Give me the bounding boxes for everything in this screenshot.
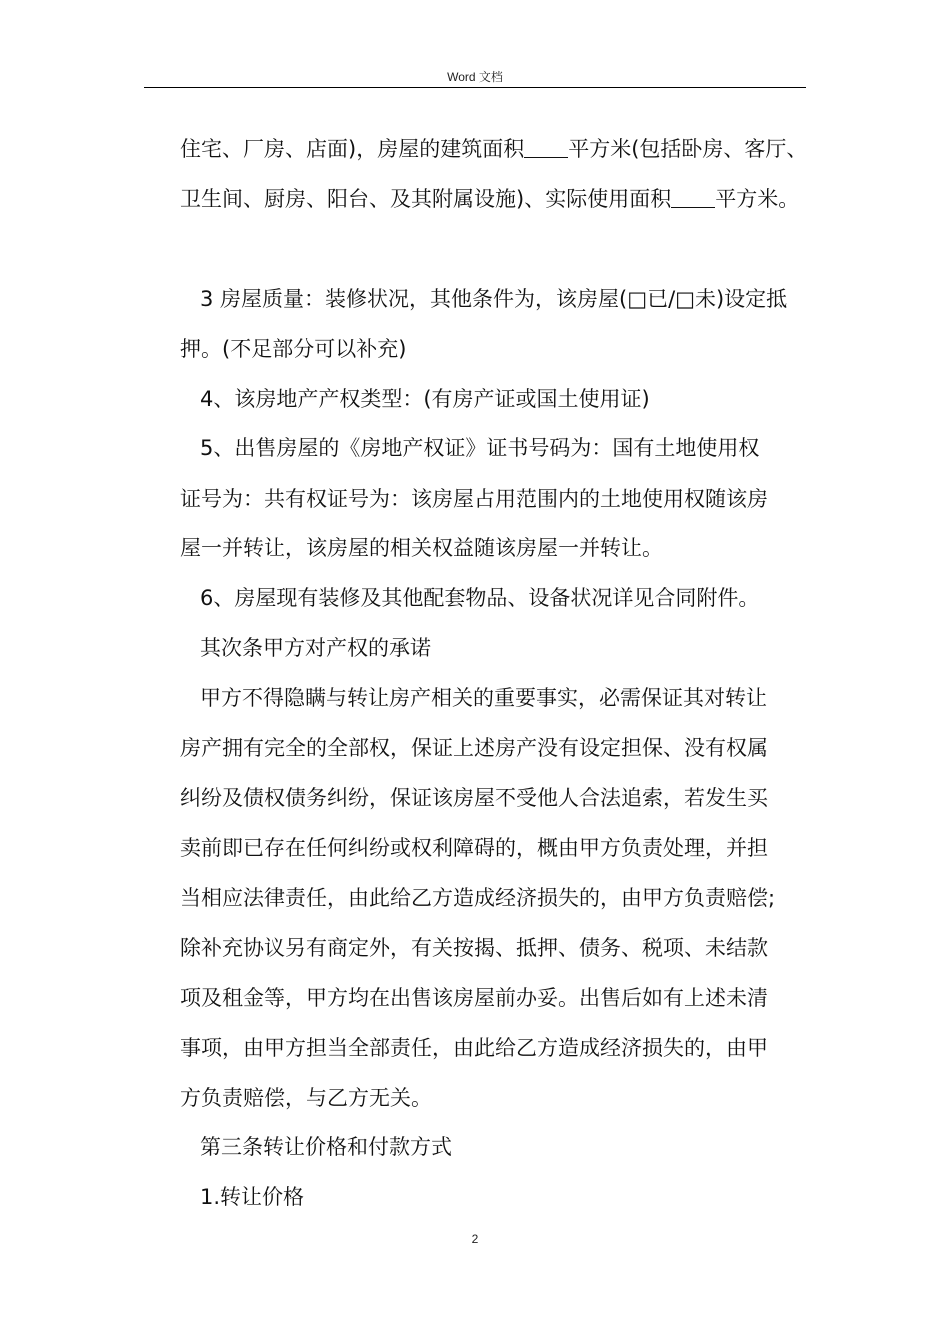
line-text: 卖前即已存在任何纠纷或权利障碍的，概由甲方负责处理，并担 — [180, 836, 768, 860]
line-text: 当相应法律责任，由此给乙方造成经济损失的，由甲方负责赔偿; — [180, 886, 776, 910]
line-text: 其次条甲方对产权的承诺 — [200, 636, 431, 660]
line-text: 押。(不足部分可以补充) — [180, 337, 407, 361]
header-divider — [144, 87, 806, 88]
header-title: Word 文档 — [447, 70, 503, 84]
line-text: 方负责赔偿，与乙方无关。 — [180, 1086, 432, 1110]
line-text: 证号为：共有权证号为：该房屋占用范围内的土地使用权随该房 — [180, 487, 768, 511]
line-text: 纠纷及债权债务纠纷，保证该房屋不受他人合法追索，若发生买 — [180, 786, 768, 810]
line-text: 4、该房地产产权类型：(有房产证或国土使用证) — [200, 387, 650, 411]
blank-underline — [671, 186, 715, 208]
line-text: 5、出售房屋的《房地产权证》证书号码为：国有土地使用权 — [200, 436, 760, 460]
line-text: 平方米。 — [715, 187, 800, 211]
line-text: 3 房屋质量：装修状况，其他条件为，该房屋(□已/□未)设定抵 — [200, 287, 788, 311]
line-text: 1.转让价格 — [200, 1185, 305, 1209]
line-text: 项及租金等，甲方均在出售该房屋前办妥。出售后如有上述未清 — [180, 986, 768, 1010]
line-text: 6、房屋现有装修及其他配套物品、设备状况详见合同附件。 — [200, 586, 760, 610]
line-text: 住宅、厂房、店面)，房屋的建筑面积 — [180, 137, 525, 161]
page-number: 2 — [471, 1232, 479, 1246]
line-text: 事项，由甲方担当全部责任，由此给乙方造成经济损失的，由甲 — [180, 1036, 768, 1060]
line-text: 屋一并转让，该房屋的相关权益随该房屋一并转让。 — [180, 536, 663, 560]
blank-underline — [524, 136, 568, 158]
line-text: 平方米(包括卧房、客厅、 — [568, 137, 808, 161]
line-text: 除补充协议另有商定外，有关按揭、抵押、债务、税项、未结款 — [180, 936, 768, 960]
line-text: 卫生间、厨房、阳台、及其附属设施)、实际使用面积 — [180, 187, 672, 211]
line-text: 甲方不得隐瞒与转让房产相关的重要事实，必需保证其对转让 — [200, 686, 767, 710]
line-text: 第三条转让价格和付款方式 — [200, 1135, 452, 1159]
line-text: 房产拥有完全的全部权，保证上述房产没有设定担保、没有权属 — [180, 736, 768, 760]
